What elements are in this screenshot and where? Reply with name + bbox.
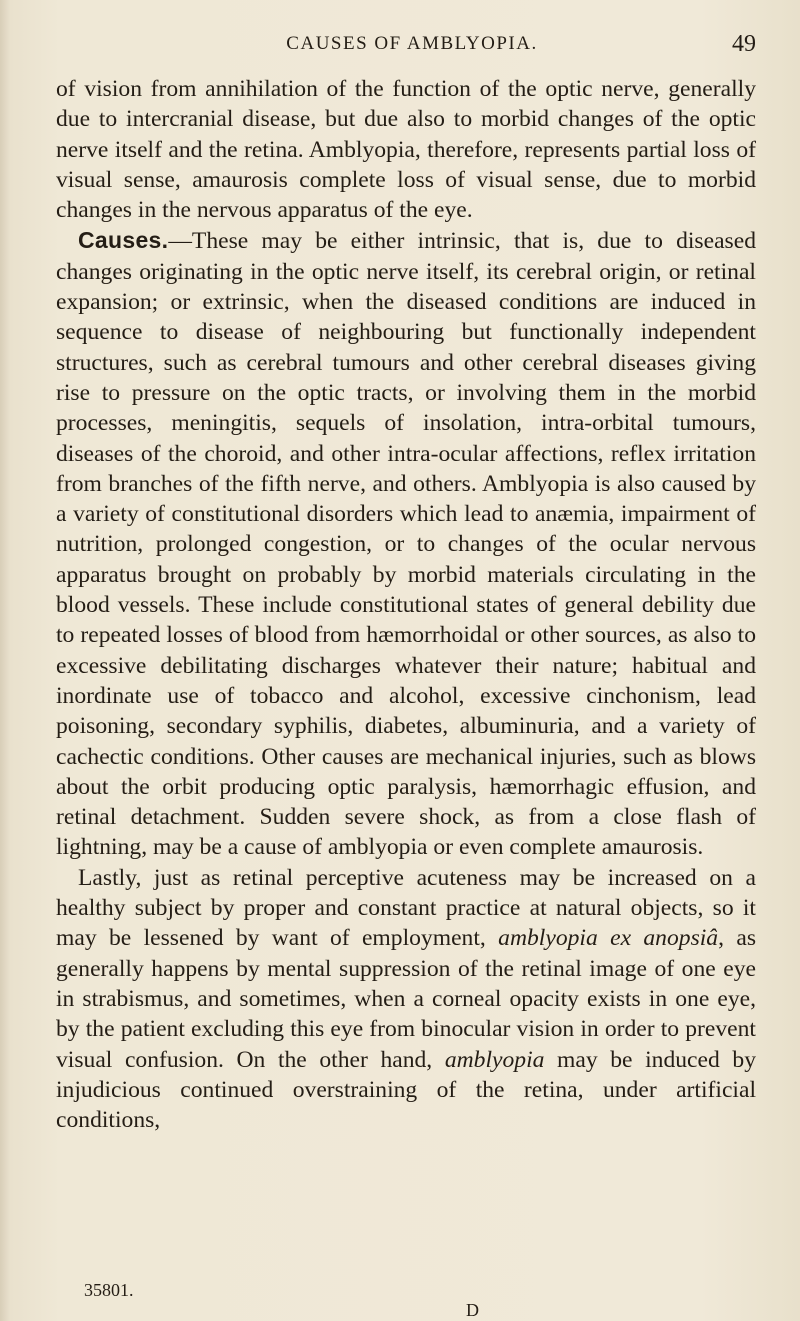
paragraph-1-text: of vision from annihilation of the function of the optic nerve, generally due to intercranial disease, but due also to morbid changes of the optic nerve itself and the retina. Amblyopia, therefore, represents partial loss of visual sense, amaurosis complete loss of visual sense, due to morbid changes in the nervous apparatus of the eye. — [56, 76, 756, 224]
paragraph-causes — [56, 225, 756, 862]
term-amblyopia: amblyopia — [444, 1046, 545, 1073]
page-footer — [84, 1280, 744, 1320]
paragraph-lastly-text-3: may be induced by injudicious continued overstraining of the retina, under artificial conditions, — [56, 1046, 756, 1134]
causes-heading: Causes. — [78, 227, 169, 254]
paragraph-lastly — [56, 863, 756, 1136]
running-head: CAUSES OF AMBLYOPIA. — [286, 33, 538, 54]
paragraph-lastly-text-1: Lastly, just as retinal perceptive acuteness may be increased on a healthy subject by proper and constant practice at natural objects, so it may be lessened by want of employment, — [56, 864, 756, 952]
gathering-letter: D — [466, 1300, 479, 1320]
print-signature-number: 35801. — [84, 1280, 134, 1300]
paragraph-lastly-text-2: , as generally happens by mental suppression of the retinal image of one eye in strabismus, and sometimes, when a corneal opacity exists in one eye, by the patient excluding this eye from binocular vision in order to prevent visual confusion. On the other hand, — [56, 925, 757, 1073]
paragraph-causes-text: —These may be either intrinsic, that is, due to diseased changes originating in the optic nerve itself, its cerebral origin, or retinal expansion; or extrinsic, when the diseased conditions are induced in sequence to disease of neighbouring but functionally independent structures, such as cerebral tumours and other cerebral diseases giving rise to pressure on the optic tracts, or involving them in the morbid processes, meningitis, sequels of insolation, intra-orbital tumours, diseases of the choroid, and other intra-ocular affections, reflex irritation from branches of the fifth nerve, and others. Amblyopia is also caused by a variety of constitutional disorders which lead to anæmia, impairment of nutrition, prolonged congestion, or to changes of the ocular nervous apparatus brought on probably by morbid materials circulating in the blood vessels. These include constitutional states of general debility due to repeated losses of blood from hæmorrhoidal or other sources, as also to excessive debilitating discharges whatever their nature; habitual and inordinate use of tobacco and alcohol, excessive cinchonism, lead poisoning, secondary syphilis, diabetes, albuminuria, and a variety of cachectic conditions. Other causes are mechanical injuries, such as blows about the orbit producing optic paralysis, hæmorrhagic effusion, and retinal detachment. Sudden severe shock, as from a close flash of lightning, may be a cause of amblyopia or even complete amaurosis. — [56, 228, 756, 861]
paragraph-1 — [56, 74, 756, 225]
page-number: 49 — [732, 31, 756, 57]
page-header — [68, 33, 756, 65]
term-amblyopia-ex-anopsia: amblyopia ex anopsiâ — [498, 925, 719, 952]
body-text — [56, 74, 756, 1135]
